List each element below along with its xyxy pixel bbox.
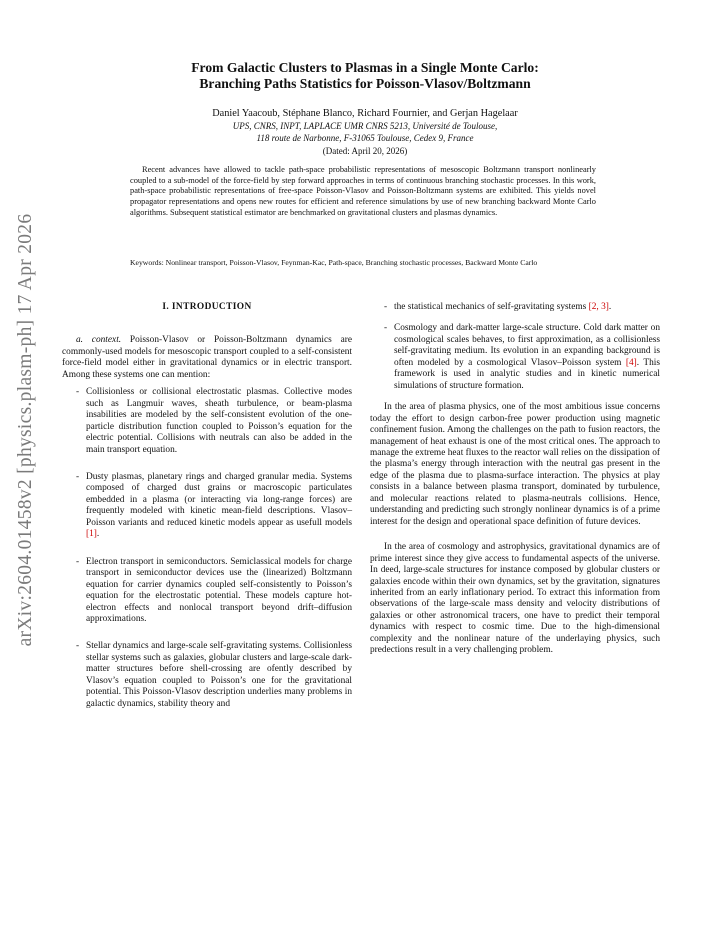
list-item: - Stellar dynamics and large-scale self-gravitating systems. Collisionless stellar systems such as galaxies, globular clusters and large-scale dark-matter structures before shell-crossing are ofently described by Vlasov’s equation coupled to Poisson’s one for the gravitational potential. This Poisson-Vlasov description underlies many problems in galactic dynamics, stability theory and	[62, 641, 352, 710]
title-line-2: Branching Paths Statistics for Poisson-Vlasov/Boltzmann	[199, 76, 531, 91]
list-item-end: .	[96, 529, 100, 540]
abstract: Recent advances have allowed to tackle path-space probabilistic representations of mesoscopic Boltzmann transport nonlinearly coupled to a sub-model of the force-field by step forward approaches in terms of continuous branching stochastic processes. In this work, path-space probabilistic representations of free-space Poisson-Vlasov and Poisson-Boltzmann systems are exhibited. This yields novel propagator representations and opens new routes for efficient and reference simulations by use of new branching backward Monte Carlo algorithms. Subsequent statistical estimator are benchmarked on gravitational clusters and plasmas dynamics.	[130, 165, 596, 217]
cosmology-paragraph: In the area of cosmology and astrophysics, gravitational dynamics are of prime interest since they give access to fundamental aspects of the universe. In deed, large-scale structures for instance composed by globular clusters or galaxies encode within their own dynamics, set by the gravitation, signatures inherited from an early inflationary period. To extract this information from observations of the large-scale mass density and velocity distributions of galaxies or other astronomical tracers, one have to predict their temporal dynamics with respect to cosmic time. Due to the high-dimensional complexity and the nonlinear nature of the underlaying physics, such predections result in a very challenging problem.	[370, 542, 660, 656]
affiliation-line-2: 118 route de Narbonne, F-31065 Toulouse, Cedex 9, France	[256, 133, 474, 143]
systems-list-continued	[370, 302, 660, 392]
arxiv-id: arXiv:2604.01458v2 [physics.plasm-ph] 17 Apr 2026	[15, 213, 36, 647]
date-line: (Dated: April 20, 2026)	[322, 146, 408, 156]
list-item-continued	[370, 302, 660, 313]
list-item-text: Cosmology and dark-matter large-scale structure. Cold dark matter on cosmological scales behaves, to first approximation, as a collisionless self-gravitating medium. Its evolution in an expanding background is often modeled by a cosmological Vlasov–Poisson system	[394, 323, 660, 368]
plasma-paragraph: In the area of plasma physics, one of the most ambitious issue concerns today the effort to design carbon-free power production using magnetic confinement fusion. Among the challenges on the path to fusion reactors, the management of heat exhaust is one of the most critical ones. The approach to manage the extreme heat fluxes to the reactor wall relies on the dissipation of the plasma’s energy through interaction with the neutral gas present in the edge of the plasma due to plasma-surface interaction. The physics at play consists in a balance between plasma transport, dominated by turbulence, and molecular reactions related to plasma-neutrals collisions. Hence, understanding and predicting such strongly nonlinear dynamics is of a prime interest for the design and operational space definition of future devices.	[370, 402, 660, 527]
list-item-text: the statistical mechanics of self-gravitating systems	[394, 302, 589, 312]
paper-title	[120, 60, 610, 92]
section-heading: I. INTRODUCTION	[162, 302, 252, 312]
list-item-text: Dusty plasmas, planetary rings and charged granular media. Systems composed of charged dust grains or macroscopic particulates embedded in a plasma (or interacting via long-range forces) are frequently modeled with kinetic mean-field descriptions. Vlasov–Poisson variants and reduced kinetic models appear as usefull models	[86, 471, 352, 528]
title-line-1: From Galactic Clusters to Plasmas in a Single Monte Carlo:	[191, 60, 539, 75]
left-column	[62, 302, 352, 710]
arxiv-sidebar-stamp	[6, 200, 46, 660]
affiliation-line-1: UPS, CNRS, INPT, LAPLACE UMR CNRS 5213, Université de Toulouse,	[232, 121, 498, 131]
list-item-end: . This framework is used in analytic studies and in kinetic numerical simulations of structure formation.	[394, 357, 660, 391]
list-item-end: .	[608, 302, 612, 312]
context-text: Poisson-Vlasov or Poisson-Boltzmann dynamics are commonly-used models for mesoscopic transport coupled to a self-consistent force-field model either in gravitational dynamics or in electric transport. Among these systems one can mention:	[62, 335, 352, 380]
list-item: - Collisionless or collisional electrostatic plasmas. Collective modes such as Langmuir waves, sheath turbulence, or beam-plasma insabilities are modeled by the self-consistent evolution of the one-particle distribution function coupled to Poisson’s equation for the electric potential. Collisions with neutrals can also be added in the main transport equation.	[62, 387, 352, 456]
list-item	[370, 323, 660, 392]
affiliation	[120, 120, 610, 144]
context-paragraph	[62, 335, 352, 381]
list-item: - Electron transport in semiconductors. Semiclassical models for charge transport in semiconductor devices use the (linearized) Boltzmann equation for carrier dynamics coupled self-consistently to Poisson’s equation for the electrostatic potential. These models capture hot-electron effects and nonlocal transport beyond drift–diffusion approximations.	[62, 557, 352, 626]
right-column	[370, 302, 660, 657]
citation-link[interactable]: [1]	[86, 529, 97, 540]
list-item	[62, 472, 352, 541]
keywords: Keywords: Nonlinear transport, Poisson-Vlasov, Feynman-Kac, Path-space, Branching stochastic processes, Backward Monte Carlo	[130, 258, 538, 267]
systems-list	[62, 387, 352, 710]
authors: Daniel Yaacoub, Stéphane Blanco, Richard Fournier, and Gerjan Hagelaar	[212, 108, 518, 119]
citation-link[interactable]: [4]	[625, 357, 637, 368]
paragraph-label: a. context.	[76, 335, 122, 346]
citation-link[interactable]: [2, 3]	[588, 302, 609, 312]
